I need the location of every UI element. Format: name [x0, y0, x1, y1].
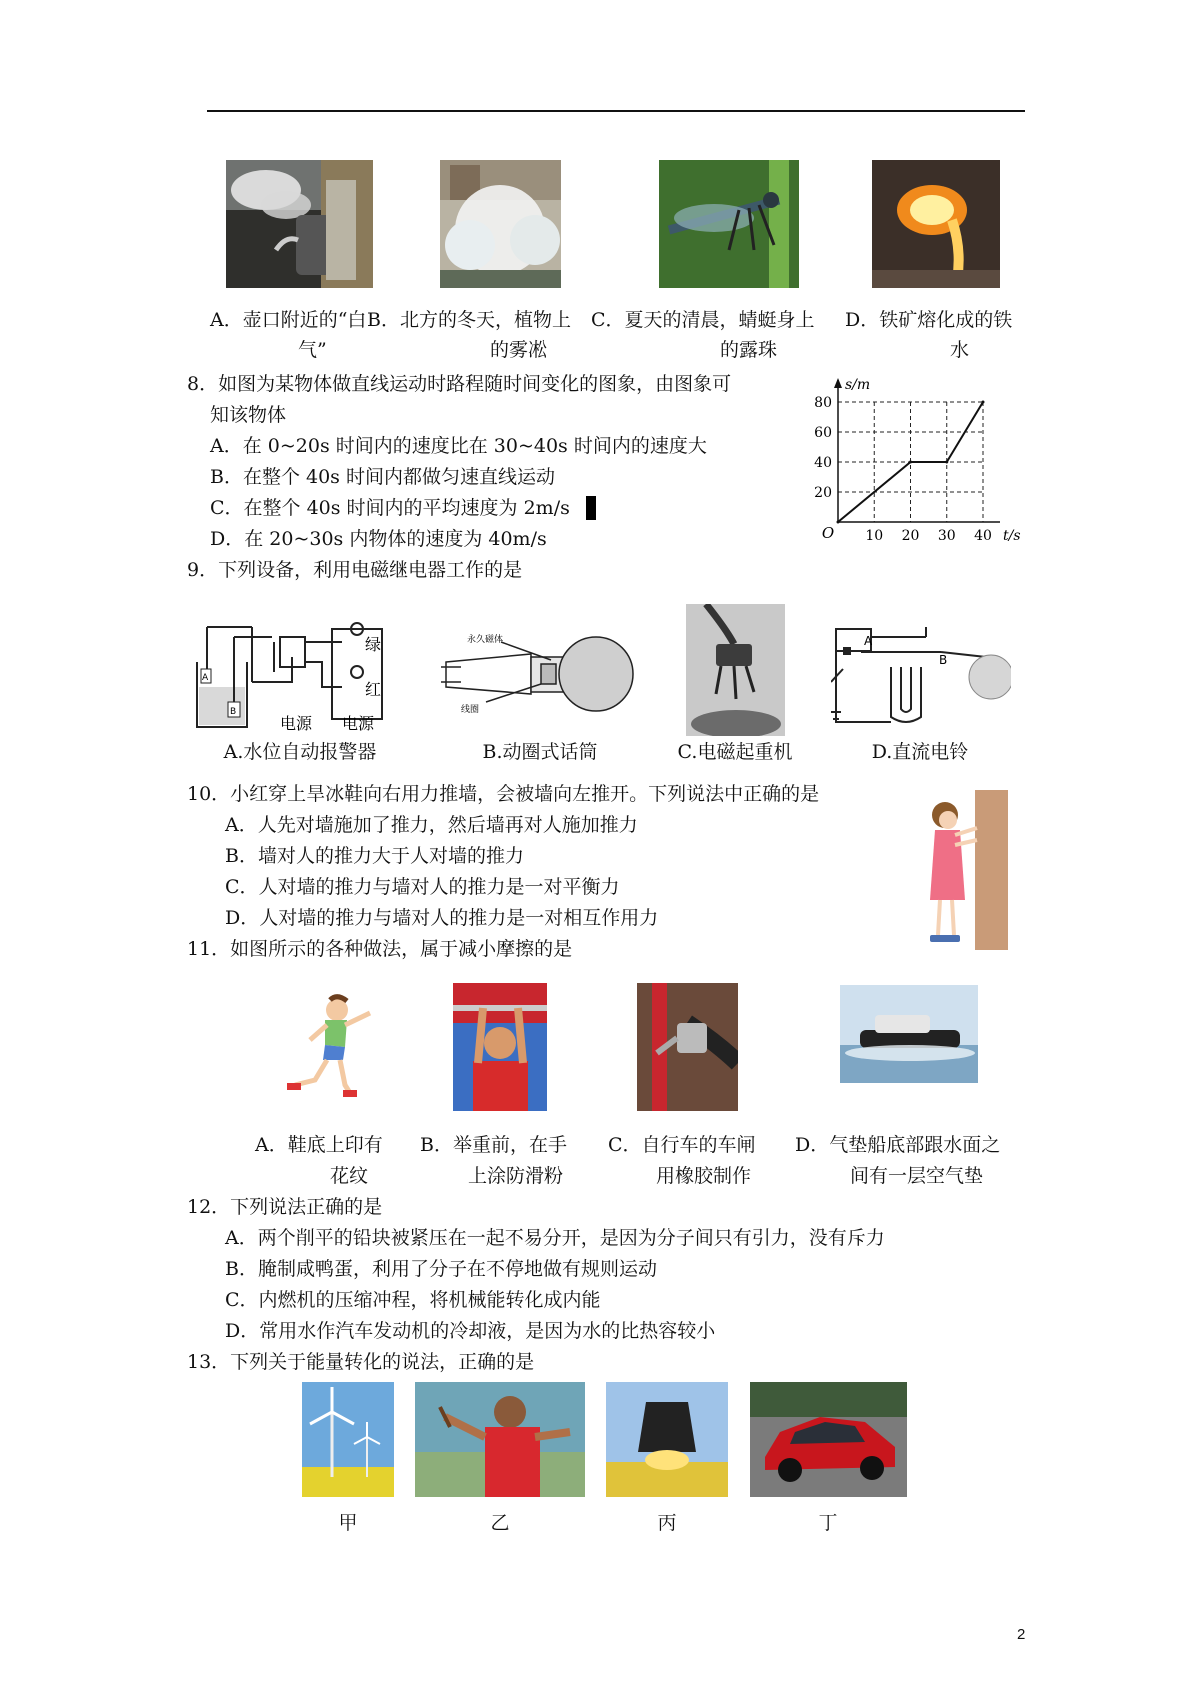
dragonfly-dew-photo [659, 160, 799, 288]
text-cursor [586, 496, 596, 520]
hovercraft-photo [840, 985, 978, 1083]
weightlifter-photo [453, 983, 547, 1111]
d-point-a-label: A [864, 634, 873, 648]
q11-option-b-line1: B．举重前，在手 [420, 1134, 567, 1156]
q10-option-b: B．墙对人的推力大于人对墙的推力 [225, 845, 524, 867]
q13-label-bing: 丙 [657, 1512, 677, 1534]
a-green-lamp-label: 绿 [365, 635, 382, 654]
q8-stem-line1: 8．如图为某物体做直线运动时路程随时间变化的图象，由图象可 [187, 373, 732, 395]
q11-option-b-line2: 上涂防滑粉 [468, 1165, 564, 1187]
q8-option-d: D．在 20~30s 内物体的速度为 40m/s [210, 528, 547, 550]
q12-stem: 12．下列说法正确的是 [187, 1196, 383, 1218]
d-point-b-label: B [939, 653, 948, 667]
q9-caption-a: A.水位自动报警器 [223, 741, 377, 763]
page-number: 2 [1017, 1626, 1026, 1643]
q9-caption-d: D.直流电铃 [871, 741, 969, 763]
q11-option-d-line2: 间有一层空气垫 [850, 1165, 984, 1187]
girl-pushing-wall-illustration [920, 790, 1008, 950]
series-point-0-2 [945, 461, 948, 464]
kettle-steam-photo [226, 160, 373, 288]
q11-option-a-line1: A．鞋底上印有 [255, 1134, 383, 1156]
distance-time-chart [800, 372, 1030, 547]
q11-option-a-line2: 花纹 [330, 1165, 369, 1187]
q10-option-d: D．人对墙的推力与墙对人的推力是一对相互作用力 [225, 907, 659, 929]
x-axis-label: t/s [1003, 528, 1021, 544]
slingshot-boy-photo [415, 1382, 585, 1497]
b-coil-label: 线圈 [461, 705, 480, 715]
q7-option-a-line2: 气” [298, 339, 327, 361]
q9-stem: 9．下列设备，利用电磁继电器工作的是 [187, 559, 523, 581]
red-car-photo [750, 1382, 907, 1497]
q13-label-jia: 甲 [338, 1512, 358, 1534]
q11-option-d-line1: D．气垫船底部跟水面之 [795, 1134, 1001, 1156]
q7-option-b-line1: B．北方的冬天，植物上 [367, 309, 571, 331]
q10-option-c: C．人对墙的推力与墙对人的推力是一对平衡力 [225, 876, 620, 898]
electromagnetic-crane-photo [686, 604, 785, 736]
q10-stem: 10．小红穿上旱冰鞋向右用力推墙，会被墙向左推开。下列说法中正确的是 [187, 783, 820, 805]
y-axis-label: s/m [845, 377, 871, 393]
y-tick-label-1: 40 [814, 455, 832, 471]
header-rule [207, 110, 1025, 112]
y-tick-label-0: 20 [814, 485, 832, 501]
x-tick-label-2: 30 [937, 528, 956, 544]
molten-iron-photo [872, 160, 1000, 288]
frost-rime-photo [440, 160, 561, 288]
q13-label-ding: 丁 [818, 1512, 838, 1534]
origin-label: O [821, 524, 835, 542]
a-power-label-2: 电源 [342, 714, 375, 732]
q7-option-b-line2: 的雾凇 [490, 339, 548, 361]
series-point-0-1 [909, 461, 912, 464]
q13-label-yi: 乙 [490, 1512, 510, 1534]
q8-option-b: B．在整个 40s 时间内都做匀速直线运动 [210, 466, 555, 488]
dynamic-microphone-diagram [441, 632, 645, 717]
series-point-0-0 [837, 521, 840, 524]
bicycle-brake-photo [637, 983, 738, 1111]
q8-option-c: C．在整个 40s 时间内的平均速度为 2m/s [210, 497, 570, 519]
q13-stem: 13．下列关于能量转化的说法，正确的是 [187, 1351, 535, 1373]
wind-turbine-photo [302, 1382, 394, 1497]
a-red-lamp-label: 红 [365, 680, 382, 699]
a-electrode-a: A [202, 673, 209, 683]
q7-option-a-line1: A．壶口附近的“白 [210, 309, 367, 331]
q12-option-b: B．腌制咸鸭蛋，利用了分子在不停地做有规则运动 [225, 1258, 657, 1280]
b-magnet-label: 永久磁体 [467, 635, 504, 645]
dc-electric-bell-diagram [831, 617, 1011, 727]
a-electrode-b: B [230, 707, 237, 717]
a-power-label-1: 电源 [280, 714, 313, 732]
y-tick-label-3: 80 [814, 395, 832, 411]
spacecraft-reentry-photo [606, 1382, 728, 1497]
q11-option-c-line1: C．自行车的车闸 [608, 1134, 756, 1156]
y-axis-arrow [834, 378, 842, 388]
q7-option-c-line2: 的露珠 [720, 339, 778, 361]
q11-option-c-line2: 用橡胶制作 [656, 1165, 752, 1187]
x-tick-label-3: 40 [974, 528, 992, 544]
x-tick-label-0: 10 [865, 528, 884, 544]
q12-option-d: D．常用水作汽车发动机的冷却液，是因为水的比热容较小 [225, 1320, 716, 1342]
water-level-alarm-diagram [192, 617, 407, 732]
q10-option-a: A．人先对墙施加了推力，然后墙再对人施加推力 [225, 814, 638, 836]
q7-option-c-line1: C．夏天的清晨，蜻蜓身上 [591, 309, 815, 331]
q12-option-a: A．两个削平的铅块被紧压在一起不易分开，是因为分子间只有引力，没有斥力 [225, 1227, 885, 1249]
x-tick-label-1: 20 [901, 528, 920, 544]
running-boy-illustration [275, 985, 390, 1100]
q7-option-d-line2: 水 [950, 339, 970, 361]
q12-option-c: C．内燃机的压缩冲程，将机械能转化成内能 [225, 1289, 601, 1311]
y-tick-label-2: 60 [814, 425, 832, 441]
q9-caption-c: C.电磁起重机 [677, 741, 793, 763]
q11-stem: 11．如图所示的各种做法，属于减小摩擦的是 [187, 938, 573, 960]
q9-caption-b: B.动圈式话筒 [482, 741, 598, 763]
q7-option-d-line1: D．铁矿熔化成的铁 [845, 309, 1013, 331]
q8-stem-line2: 知该物体 [210, 404, 287, 426]
series-point-0-3 [982, 401, 985, 404]
q8-option-a: A．在 0~20s 时间内的速度比在 30~40s 时间内的速度大 [210, 435, 707, 457]
